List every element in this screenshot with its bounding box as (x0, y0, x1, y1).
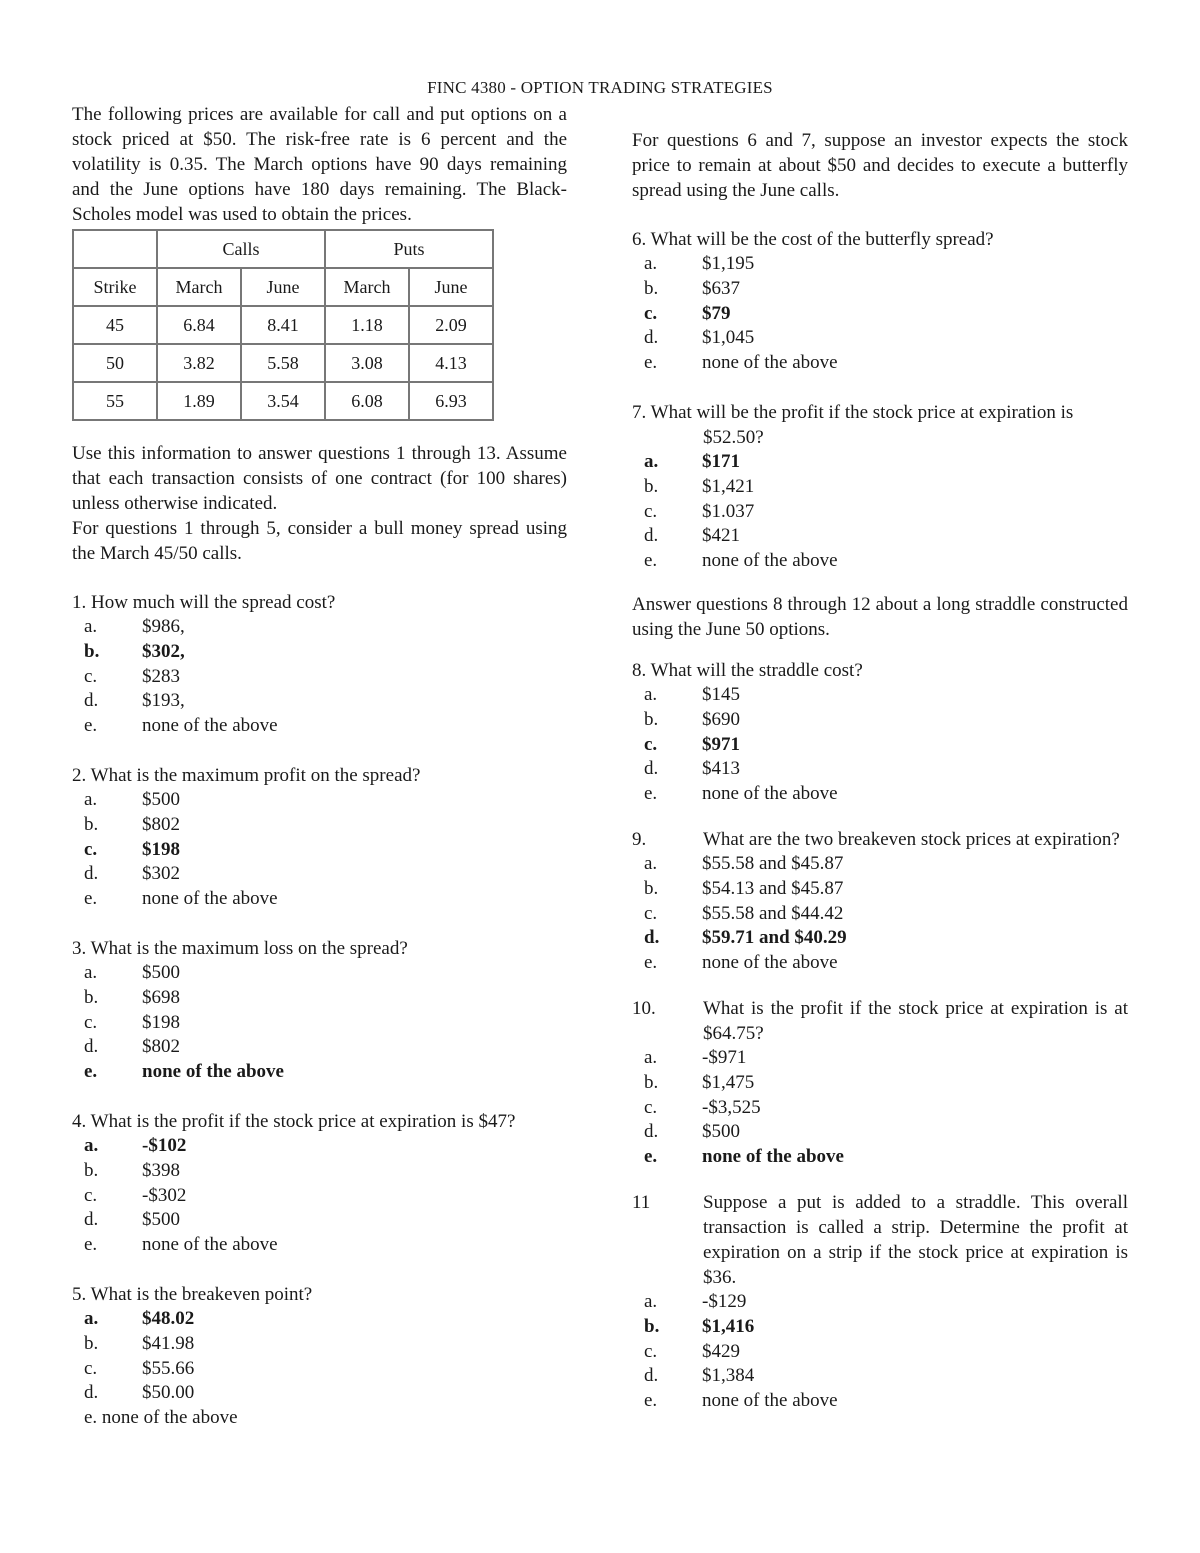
question-number: 10. (632, 997, 656, 1019)
option-value: -$102 (142, 1134, 187, 1156)
option-letter: a. (84, 1134, 99, 1156)
option-letter: d. (84, 1209, 99, 1231)
answer-option[interactable] (632, 1389, 1128, 1414)
option-letter: d. (84, 690, 99, 712)
option-value: none of the above (702, 952, 838, 974)
question-text-row (632, 1190, 1128, 1290)
question-text: What are the two breakeven stock prices at expiration? (703, 828, 1120, 850)
option-value: -$971 (702, 1046, 747, 1068)
option-value: $1,421 (702, 475, 755, 497)
table-cell: 1.89 (157, 382, 241, 420)
option-letter: b. (644, 1071, 659, 1093)
option-letter: a. (644, 1290, 658, 1312)
question-6 (632, 227, 1128, 376)
option-letter: d. (644, 758, 659, 780)
answer-option[interactable] (632, 708, 1128, 733)
option-letter: c. (84, 1357, 98, 1379)
answer-option[interactable] (632, 277, 1128, 302)
answer-option[interactable] (72, 1184, 567, 1209)
option-value: none of the above (702, 1146, 844, 1168)
table-cell: 1.18 (325, 306, 409, 344)
answer-option[interactable] (632, 1290, 1128, 1315)
question-10 (632, 996, 1128, 1170)
option-value: $1.037 (702, 500, 755, 522)
question-4 (72, 1109, 567, 1258)
option-letter: a. (644, 683, 658, 705)
answer-option-correct[interactable] (632, 1145, 1128, 1170)
option-letter: e. (644, 1146, 658, 1168)
option-value: none of the above (142, 1234, 278, 1256)
table-group-header: Puts (325, 230, 493, 268)
option-value: none of the above (702, 1390, 838, 1412)
question-text: 8. What will the straddle cost? (632, 659, 863, 681)
option-letter: c. (84, 838, 98, 860)
option-letter: b. (84, 986, 99, 1008)
option-letter: b. (644, 277, 659, 299)
option-letter: b. (84, 1332, 99, 1354)
answer-option[interactable] (72, 788, 567, 813)
option-value: $171 (702, 450, 740, 472)
option-value: -$3,525 (702, 1096, 761, 1118)
option-letter: c. (644, 733, 658, 755)
option-letter: d. (644, 525, 659, 547)
answer-option[interactable] (632, 1096, 1128, 1121)
option-letter: e. (84, 1061, 98, 1083)
option-value: $690 (702, 708, 740, 730)
table-column-header: June (409, 268, 493, 306)
option-letter: a. (644, 253, 658, 274)
question-text: 5. What is the breakeven point? (72, 1283, 313, 1305)
option-value: $48.02 (142, 1307, 195, 1329)
option-letter: e. (644, 952, 658, 974)
option-value: none of the above (702, 352, 838, 374)
answer-option[interactable] (72, 986, 567, 1011)
option-value: $637 (702, 277, 740, 299)
answer-option[interactable] (72, 1159, 567, 1184)
table-cell: 45 (73, 306, 157, 344)
right-column (632, 128, 1128, 1414)
option-letter: d. (84, 1382, 99, 1404)
answer-option[interactable] (72, 961, 567, 986)
answer-option[interactable] (72, 887, 567, 912)
answer-option[interactable] (72, 714, 567, 739)
answer-option-correct[interactable] (72, 640, 567, 665)
option-letter: e. (84, 715, 98, 737)
option-letter: d. (644, 927, 660, 949)
option-letter: e. (644, 352, 658, 374)
table-cell: 3.54 (241, 382, 325, 420)
table-cell: 55 (73, 382, 157, 420)
answer-option[interactable] (632, 852, 1128, 877)
answer-option-correct[interactable] (632, 302, 1128, 327)
table-cell: 6.93 (409, 382, 493, 420)
question-3 (72, 936, 567, 1085)
question-7 (632, 400, 1128, 574)
option-letter: b. (644, 708, 659, 730)
table-cell: 3.82 (157, 344, 241, 382)
option-letter: b. (84, 813, 99, 835)
option-letter: c. (644, 902, 658, 924)
option-value: $429 (702, 1340, 740, 1362)
option-letter: c. (644, 1096, 658, 1118)
answer-option[interactable] (632, 1340, 1128, 1365)
option-value: $55.58 and $45.87 (702, 852, 844, 874)
answer-option-correct[interactable] (72, 1060, 567, 1085)
option-value: $283 (142, 665, 180, 687)
answer-option[interactable] (72, 1233, 567, 1258)
question-number: 9. (632, 828, 647, 850)
option-letter: b. (84, 1159, 99, 1181)
option-letter: d. (644, 1365, 659, 1387)
table-cell: 5.58 (241, 344, 325, 382)
option-value: $986, (142, 616, 185, 637)
answer-option[interactable] (72, 862, 567, 887)
answer-option[interactable] (632, 757, 1128, 782)
question-text: What is the profit if the stock price at expiration is at $64.75? (703, 997, 1128, 1044)
question-text: 1. How much will the spread cost? (72, 592, 336, 613)
option-value: none of the above (142, 888, 278, 910)
table-header-row (73, 268, 493, 306)
instructions-paragraph: Use this information to answer questions 1 through 13. Assume that each transaction consists of one contract (for 100 shares) unless otherwise indicated. (72, 443, 567, 514)
option-value: $1,195 (702, 253, 755, 274)
option-letter: e. (644, 550, 658, 572)
option-value: $421 (702, 525, 740, 547)
answer-option-correct[interactable] (632, 733, 1128, 758)
option-letter: c. (644, 1340, 658, 1362)
option-letter: d. (644, 327, 659, 349)
table-corner-cell (73, 230, 157, 268)
option-letter: e. (84, 1234, 98, 1256)
option-letter: e. (644, 783, 658, 805)
option-value: $50.00 (142, 1382, 195, 1404)
table-row (73, 306, 493, 344)
table-cell: 6.08 (325, 382, 409, 420)
question-number: 11 (632, 1191, 651, 1213)
answer-option[interactable] (72, 1381, 567, 1406)
option-prices-table (72, 229, 494, 421)
answer-option[interactable] (72, 813, 567, 838)
answer-option-correct[interactable] (632, 926, 1128, 951)
question-8 (632, 658, 1128, 807)
answer-option[interactable] (632, 951, 1128, 976)
option-value: $198 (142, 838, 180, 860)
option-value: none of the above (702, 550, 838, 572)
option-letter: a. (84, 788, 98, 810)
table-group-header-row (73, 230, 493, 268)
answer-option[interactable] (632, 475, 1128, 500)
answer-option[interactable] (72, 1011, 567, 1036)
question-text: 4. What is the profit if the stock price at expiration is $47? (72, 1110, 516, 1132)
option-value: $41.98 (142, 1332, 195, 1354)
option-value: $193, (142, 690, 185, 712)
table-row (73, 344, 493, 382)
option-letter: a. (644, 852, 658, 874)
answer-option-correct[interactable] (632, 450, 1128, 475)
option-letter: d. (644, 1121, 659, 1143)
option-value: $1,416 (702, 1315, 755, 1337)
option-value: $1,045 (702, 327, 755, 349)
question-11 (632, 1190, 1128, 1414)
answer-option[interactable] (632, 351, 1128, 376)
option-letter: c. (644, 500, 658, 522)
option-value: $398 (142, 1159, 180, 1181)
answer-option[interactable] (632, 877, 1128, 902)
option-value: none of the above (702, 783, 838, 805)
option-letter: c. (84, 1184, 98, 1206)
table-column-header: March (325, 268, 409, 306)
option-value: $79 (702, 302, 731, 324)
answer-option[interactable] (72, 689, 567, 714)
table-cell: 3.08 (325, 344, 409, 382)
answer-option[interactable] (72, 1035, 567, 1060)
option-letter: a. (84, 1307, 99, 1329)
option-letter: a. (84, 961, 98, 983)
option-letter: b. (644, 877, 659, 899)
option-letter: a. (84, 616, 98, 637)
option-letter: b. (644, 1315, 660, 1337)
answer-option[interactable] (632, 524, 1128, 549)
answer-option[interactable] (632, 549, 1128, 574)
section-intro-q6-7: For questions 6 and 7, suppose an investor expects the stock price to remain at about $50 and decides to execute a butterfly spread using the June calls. (632, 130, 1128, 201)
answer-option-correct[interactable] (72, 838, 567, 863)
answer-option[interactable] (72, 1332, 567, 1357)
option-letter: d. (84, 863, 99, 885)
option-letter: d. (84, 1036, 99, 1058)
table-cell: 2.09 (409, 306, 493, 344)
answer-option-correct[interactable] (72, 1307, 567, 1332)
answer-option-correct[interactable] (632, 1315, 1128, 1340)
option-value: $500 (142, 1209, 180, 1231)
question-text: 7. What will be the profit if the stock price at expiration is (632, 401, 1074, 423)
option-value: $1,384 (702, 1365, 755, 1387)
question-text: 3. What is the maximum loss on the spread? (72, 937, 408, 959)
answer-option[interactable] (72, 665, 567, 690)
table-cell: 50 (73, 344, 157, 382)
option-letter: c. (644, 302, 658, 324)
option-value: $302, (142, 640, 185, 662)
option-letter: a. (644, 1046, 658, 1068)
option-value: $54.13 and $45.87 (702, 877, 844, 899)
question-text: 2. What is the maximum profit on the spread? (72, 764, 421, 786)
section-intro-q1-5: For questions 1 through 5, consider a bull money spread using the March 45/50 calls. (72, 518, 567, 564)
option-value: $302 (142, 863, 180, 885)
option-value: $198 (142, 1011, 180, 1033)
answer-option[interactable] (632, 1046, 1128, 1071)
left-column (72, 102, 567, 1431)
answer-option[interactable] (632, 326, 1128, 351)
option-value: $55.66 (142, 1357, 195, 1379)
option-value: $55.58 and $44.42 (702, 902, 844, 924)
option-letter: b. (84, 640, 100, 662)
answer-option[interactable]: e. none of the above (84, 1407, 238, 1429)
page-title: FINC 4380 - OPTION TRADING STRATEGIES (427, 78, 773, 97)
option-value: $802 (142, 1036, 180, 1058)
question-1 (72, 590, 567, 739)
option-value: $500 (702, 1121, 740, 1143)
question-9 (632, 827, 1128, 976)
option-value: $145 (702, 683, 740, 705)
answer-option[interactable] (632, 902, 1128, 927)
answer-option[interactable] (632, 1364, 1128, 1389)
question-text-row (632, 996, 1128, 1046)
table-cell: 6.84 (157, 306, 241, 344)
answer-option[interactable] (632, 252, 1128, 277)
option-value: $500 (142, 961, 180, 983)
table-column-header: March (157, 268, 241, 306)
table-column-header: June (241, 268, 325, 306)
option-value: $413 (702, 758, 740, 780)
option-letter: c. (84, 1011, 98, 1033)
option-letter: b. (644, 475, 659, 497)
question-text: Suppose a put is added to a straddle. This overall transaction is called a strip. Determine the profit at expiration on a strip if the stock price at expiration is $36. (703, 1191, 1128, 1288)
answer-option[interactable] (632, 500, 1128, 525)
option-value: -$302 (142, 1184, 187, 1206)
option-letter: e. (84, 888, 98, 910)
answer-option[interactable] (632, 1120, 1128, 1145)
option-value: $698 (142, 986, 180, 1008)
question-5 (72, 1282, 567, 1431)
question-text-row (632, 827, 1128, 852)
option-value: none of the above (142, 1061, 284, 1083)
option-value: $59.71 and $40.29 (702, 927, 847, 949)
answer-option[interactable] (632, 782, 1128, 807)
question-text: 6. What will be the cost of the butterfly spread? (632, 229, 994, 250)
section-intro-q8-12: Answer questions 8 through 12 about a long straddle constructed using the June 50 options. (632, 593, 1128, 640)
table-group-header: Calls (157, 230, 325, 268)
answer-option[interactable] (632, 683, 1128, 708)
option-letter: a. (644, 450, 659, 472)
option-letter: c. (84, 665, 98, 687)
intro-paragraph: The following prices are available for call and put options on a stock priced at $50. The risk-free rate is 6 percent and the volatility is 0.35. The March options have 90 days remaining and the June options have 180 days remaining. The Black-Scholes model was used to obtain the prices. (72, 104, 567, 225)
option-value: -$129 (702, 1290, 747, 1312)
option-value: none of the above (142, 715, 278, 737)
table-column-header: Strike (73, 268, 157, 306)
answer-option[interactable] (72, 1208, 567, 1233)
question-2 (72, 763, 567, 912)
option-value: $500 (142, 788, 180, 810)
answer-option[interactable] (632, 1071, 1128, 1096)
table-cell: 4.13 (409, 344, 493, 382)
option-value: $971 (702, 733, 740, 755)
option-letter: e. (644, 1390, 658, 1412)
table-cell: 8.41 (241, 306, 325, 344)
answer-option[interactable] (72, 1357, 567, 1382)
table-row (73, 382, 493, 420)
answer-option[interactable] (72, 615, 567, 640)
option-value: $1,475 (702, 1071, 755, 1093)
option-value: $802 (142, 813, 180, 835)
answer-option-correct[interactable] (72, 1134, 567, 1159)
question-text-continued: $52.50? (703, 426, 764, 448)
